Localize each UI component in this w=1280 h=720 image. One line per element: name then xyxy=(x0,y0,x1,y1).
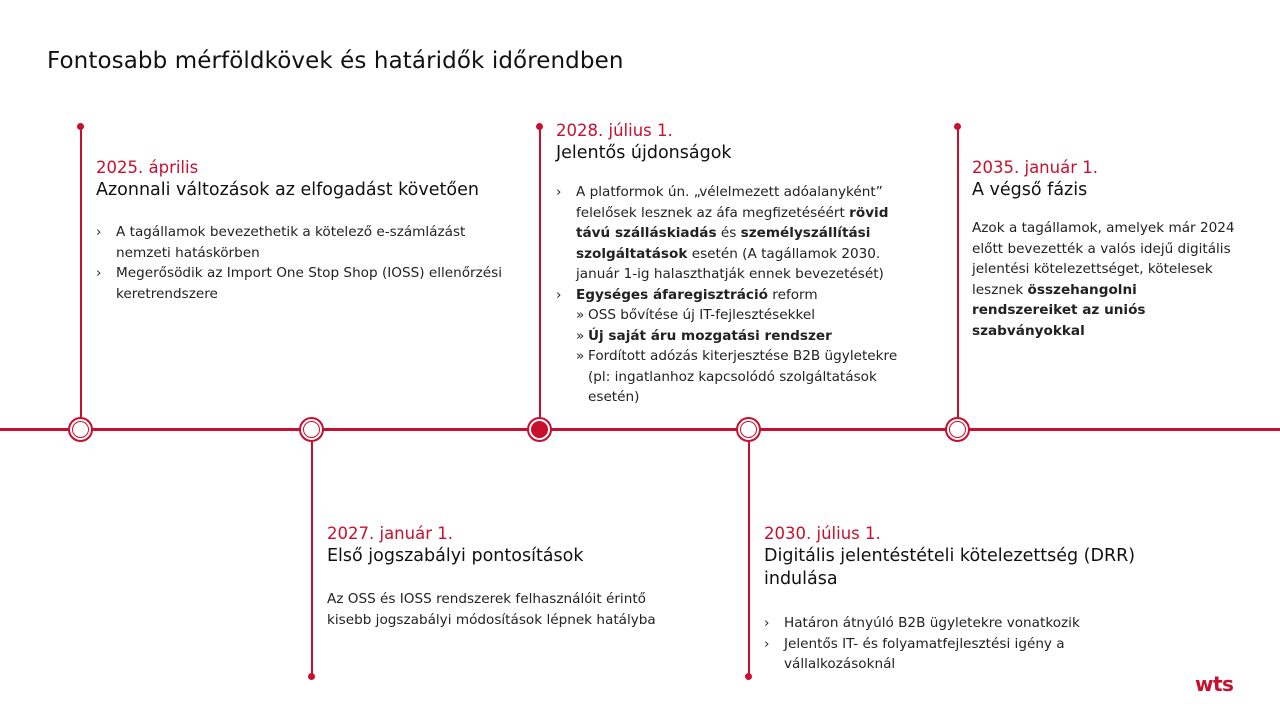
sub-list-item: » OSS bővítése új IT-fejlesztésekkel xyxy=(576,305,916,326)
milestone-list xyxy=(764,613,1104,675)
sub-list-item xyxy=(576,326,916,347)
connector-2027 xyxy=(311,442,313,676)
list-text-bold: Új saját áru mozgatási rendszer xyxy=(588,327,832,344)
milestone-text: Az OSS és IOSS rendszerek felhasználóit érintő kisebb jogszabályi módosítások lépnek hatályba xyxy=(327,591,656,628)
milestone-2035 xyxy=(972,157,1242,341)
milestone-date: 2028. július 1. xyxy=(556,121,673,140)
list-text-bold: személyszállítási szolgáltatások xyxy=(576,225,871,262)
milestone-2027 xyxy=(327,523,697,630)
connector-end-dot xyxy=(308,673,315,680)
milestone-2030 xyxy=(764,523,1144,675)
milestone-list xyxy=(96,222,506,304)
milestone-2028 xyxy=(556,120,916,408)
connector-2028 xyxy=(539,127,541,417)
list-item xyxy=(556,182,916,285)
paragraph-text-bold: összehangolni rendszereiket az uniós szabványokkal xyxy=(972,281,1146,339)
sub-list xyxy=(576,305,916,408)
milestone-date: 2025. április xyxy=(96,158,199,177)
timeline-node-2028 xyxy=(527,417,552,442)
wts-logo: wts xyxy=(1195,672,1234,696)
connector-2030 xyxy=(748,442,750,676)
milestone-heading: Első jogszabályi pontosítások xyxy=(327,546,584,566)
list-item: › Megerősödik az Import One Stop Shop (IOSS) ellenőrzési keretrendszere xyxy=(96,263,506,304)
milestone-heading: A végső fázis xyxy=(972,180,1088,200)
list-item xyxy=(556,285,916,408)
milestone-heading: Jelentős újdonságok xyxy=(556,143,732,163)
milestone-date: 2035. január 1. xyxy=(972,158,1098,177)
connector-end-dot xyxy=(745,673,752,680)
timeline-node-2027 xyxy=(299,417,324,442)
connector-2025 xyxy=(80,127,82,417)
timeline-axis xyxy=(0,428,1280,431)
list-item: › Határon átnyúló B2B ügyletekre vonatkozik xyxy=(764,613,1104,634)
milestone-2025 xyxy=(96,157,506,304)
list-text-bold: Egységes áfaregisztráció xyxy=(576,286,768,303)
connector-end-dot xyxy=(77,123,84,130)
sub-list-item: » Fordított adózás kiterjesztése B2B ügyletekre (pl: ingatlanhoz kapcsolódó szolgáltatások esetén) xyxy=(576,346,916,408)
page-title: Fontosabb mérföldkövek és határidők időrendben xyxy=(47,48,624,74)
connector-2035 xyxy=(957,127,959,417)
milestone-text xyxy=(972,218,1237,341)
list-text: A platformok ún. „vélelmezett adóalanyként” felelősek lesznek az áfa megfizetéséért xyxy=(576,184,883,221)
paragraph-text: Azok a tagállamok, amelyek már 2024 előtt bevezették a valós idejű digitális jelentési kötelezettséget, kötelesek lesznek xyxy=(972,220,1235,298)
list-item: › Jelentős IT- és folyamatfejlesztési igény a vállalkozásoknál xyxy=(764,634,1104,675)
connector-end-dot xyxy=(954,123,961,130)
milestone-date: 2030. július 1. xyxy=(764,524,881,543)
timeline-node-2025 xyxy=(68,417,93,442)
list-text: esetén (A tagállamok 2030. január 1-ig halaszthatják ennek bevezetését) xyxy=(576,245,884,282)
milestone-heading: Azonnali változások az elfogadást követően xyxy=(96,180,479,200)
timeline-node-2030 xyxy=(736,417,761,442)
milestone-list xyxy=(556,182,916,408)
milestone-date: 2027. január 1. xyxy=(327,524,453,543)
timeline-node-2035 xyxy=(945,417,970,442)
list-item: › A tagállamok bevezethetik a kötelező e-számlázást nemzeti hatáskörben xyxy=(96,222,506,263)
list-text: és xyxy=(716,225,741,241)
milestone-heading: Digitális jelentéstételi kötelezettség (DRR) indulása xyxy=(764,546,1136,589)
list-text: reform xyxy=(767,286,818,303)
connector-end-dot xyxy=(536,123,543,130)
list-text-bold: rövid távú szálláskiadás xyxy=(576,204,889,241)
